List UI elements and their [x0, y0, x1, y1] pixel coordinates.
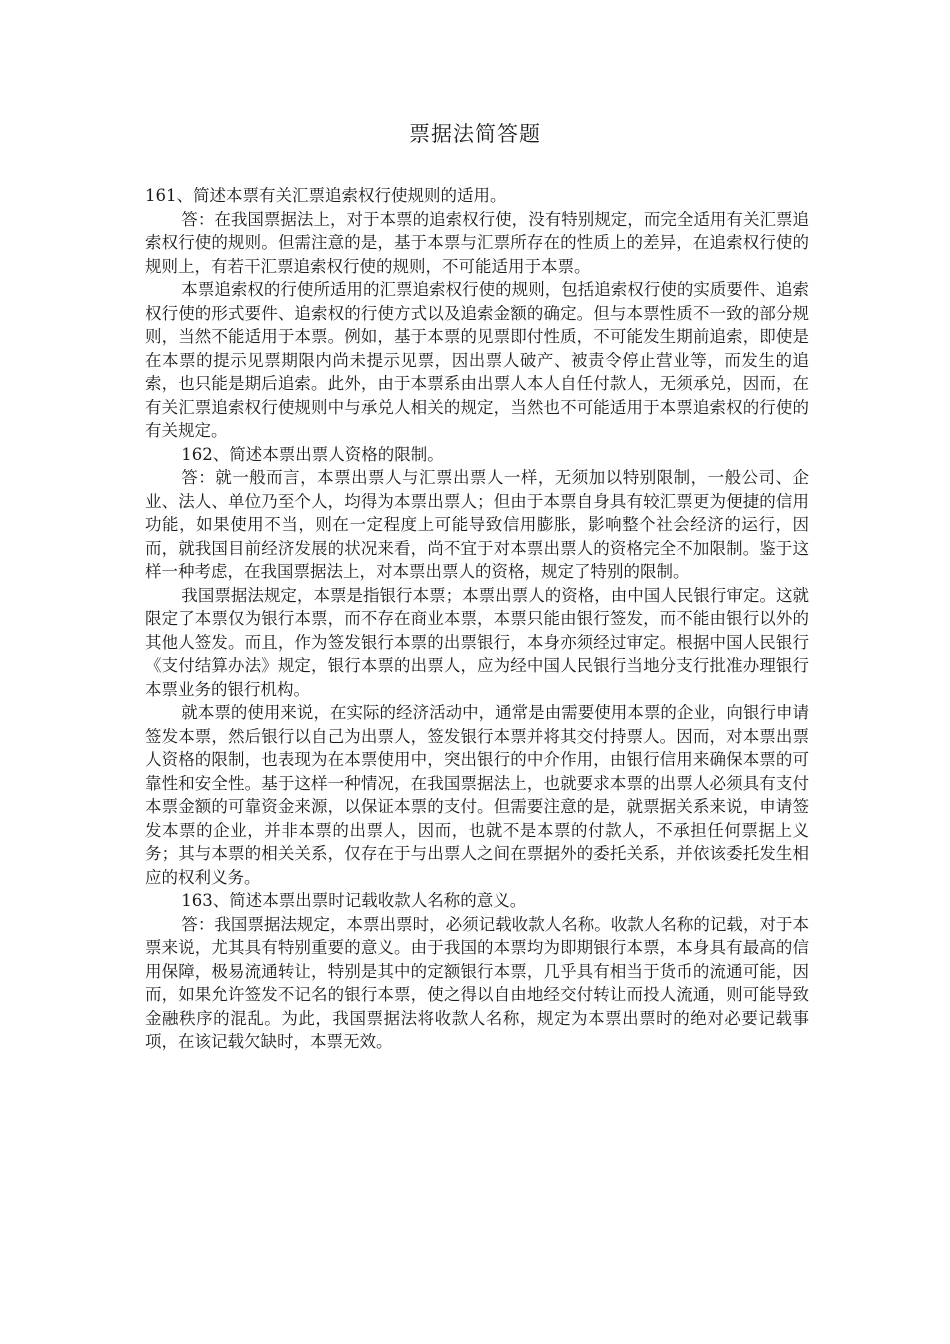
- answer-163-paragraph-1: 答：我国票据法规定，本票出票时，必须记载收款人名称。收款人名称的记载，对于本票来说，尤其具有特别重要的意义。由于我国的本票均为即期银行本票，本身具有最高的信用保障，极易流通转让，特别是其中的定额银行本票，几乎具有相当于货币的流通可能，因而，如果允许签发不记名的银行本票，使之得以自由地经交付转让而投人流通，则可能导致金融秩序的混乱。为此，我国票据法将收款人名称，规定为本票出票时的绝对必要记载事项，在该记载欠缺时，本票无效。: [145, 914, 809, 1051]
- answer-162-paragraph-1: 答：就一般而言，本票出票人与汇票出票人一样，无须加以特别限制，一般公司、企业、法人、单位乃至个人，均得为本票出票人；但由于本票自身具有较汇票更为便捷的信用功能，如果使用不当，则在一定程度上可能导致信用膨胀，影响整个社会经济的运行，因而，就我国目前经济发展的状况来看，尚不宜于对本票出票人的资格完全不加限制。鉴于这样一种考虑，在我国票据法上，对本票出票人的资格，规定了特别的限制。: [145, 468, 809, 581]
- document-body: [145, 184, 809, 1054]
- answer-162-paragraph-3: 就本票的使用来说，在实际的经济活动中，通常是由需要使用本票的企业，向银行申请签发本票，然后银行以自己为出票人，签发银行本票并将其交付持票人。因而，对本票出票人资格的限制，也表现为在本票使用中，突出银行的中介作用，由银行信用来确保本票的可靠性和安全性。基于这样一种情况，在我国票据法上，也就要求本票的出票人必须具有支付本票金额的可靠资金来源，以保证本票的支付。但需要注意的是，就票据关系来说，申请签发本票的企业，并非本票的出票人，因而，也就不是本票的付款人，不承担任何票据上义务；其与本票的相关关系，仅存在于与出票人之间在票据外的委托关系，并依该委托发生相应的权利义务。: [145, 703, 809, 887]
- answer-161-paragraph-1: 答：在我国票据法上，对于本票的追索权行使，没有特别规定，而完全适用有关汇票追索权行使的规则。但需注意的是，基于本票与汇票所存在的性质上的差异，在追索权行使的规则上，有若干汇票追索权行使的规则，不可能适用于本票。: [145, 209, 809, 276]
- question-162: 162、简述本票出票人资格的限制。: [181, 444, 444, 464]
- question-161: 161、简述本票有关汇票追索权行使规则的适用。: [145, 186, 507, 205]
- document-title: 票据法简答题: [409, 122, 541, 146]
- answer-161-paragraph-2: 本票追索权的行使所适用的汇票追索权行使的规则，包括追索权行使的实质要件、追索权行使的形式要件、追索权的行使方式以及追索金额的确定。但与本票性质不一致的部分规则，当然不能适用于本票。例如，基于本票的见票即付性质，不可能发生期前追索，即使是在本票的提示见票期限内尚未提示见票，因出票人破产、被责令停止营业等，而发生的追索，也只能是期后追索。此外，由于本票系由出票人本人自任付款人，无须承兑，因而，在有关汇票追索权行使规则中与承兑人相关的规定，当然也不可能适用于本票追索权的行使的有关规定。: [145, 280, 809, 440]
- answer-162-paragraph-2: 我国票据法规定，本票是指银行本票；本票出票人的资格，由中国人民银行审定。这就限定了本票仅为银行本票，而不存在商业本票，本票只能由银行签发，而不能由银行以外的其他人签发。而且，作为签发银行本票的出票银行，本身亦须经过审定。根据中国人民银行《支付结算办法》规定，银行本票的出票人，应为经中国人民银行当地分支行批准办理银行本票业务的银行机构。: [145, 585, 809, 699]
- question-163: 163、简述本票出票时记载收款人名称的意义。: [181, 891, 527, 910]
